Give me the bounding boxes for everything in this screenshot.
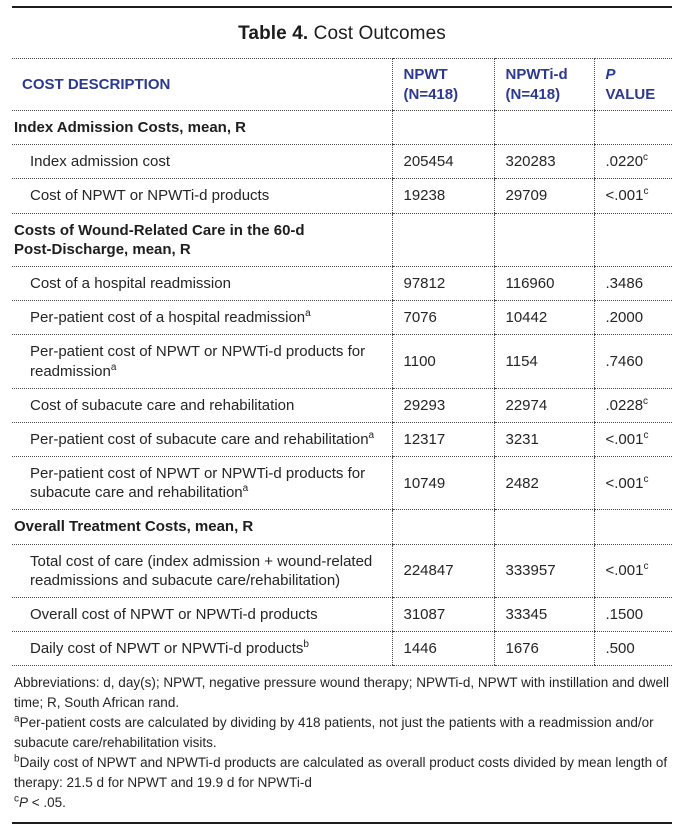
col-header-p-value: [594, 59, 672, 111]
row-label: Daily cost of NPWT or NPWTi-d products$^b$: [12, 632, 392, 666]
footnote-b: $^b$Daily cost of NPWT and NPWTi-d products are calculated as overall product costs divided by mean length of therapy: 21.5 d for NPWT and 19.9 d for NPWTi-d: [14, 753, 668, 791]
row-label: Per-patient cost of subacute care and rehabilitation$^a$: [12, 422, 392, 456]
npwtid-value: 320283: [494, 145, 594, 179]
p-value: .1500: [594, 598, 672, 632]
npwt-value: 1100: [392, 335, 494, 388]
table-row: [12, 544, 672, 597]
p-value: [594, 213, 672, 266]
section-row: [12, 510, 672, 544]
col-header-npwtid: [494, 59, 594, 111]
npwtid-value: 1154: [494, 335, 594, 388]
npwtid-value: 3231: [494, 422, 594, 456]
row-label: Per-patient cost of a hospital readmission$^a$: [12, 301, 392, 335]
table-title: [12, 8, 672, 58]
table-row: [12, 388, 672, 422]
row-label: Overall cost of NPWT or NPWTi-d products: [12, 598, 392, 632]
npwt-value: 97812: [392, 266, 494, 300]
npwt-header-line1: NPWT: [403, 66, 448, 83]
p-value: .3486: [594, 266, 672, 300]
npwt-value: 10749: [392, 457, 494, 510]
p-value: <.001$^c$: [594, 179, 672, 213]
npwtid-value: 2482: [494, 457, 594, 510]
npwtid-header-line2: (N=418): [505, 85, 561, 103]
p-value: [594, 510, 672, 544]
table-header: [12, 59, 672, 111]
npwtid-header-line1: NPWTi-d: [505, 66, 568, 83]
npwtid-value: 1676: [494, 632, 594, 666]
npwt-value: [392, 510, 494, 544]
npwtid-value: [494, 510, 594, 544]
npwtid-value: 33345: [494, 598, 594, 632]
table-row: [12, 179, 672, 213]
footnotes: [12, 666, 672, 819]
row-label: Costs of Wound-Related Care in the 60-d Post-Discharge, mean, R: [12, 213, 392, 266]
npwtid-value: 10442: [494, 301, 594, 335]
npwt-value: [392, 213, 494, 266]
p-value-rest: VALUE: [605, 85, 656, 103]
section-row: [12, 213, 672, 266]
section-row: [12, 111, 672, 145]
header-row: [12, 59, 672, 111]
p-value: [594, 111, 672, 145]
table-row: [12, 457, 672, 510]
table-row: [12, 598, 672, 632]
p-value: <.001$^c$: [594, 457, 672, 510]
npwt-value: [392, 111, 494, 145]
p-value: .500: [594, 632, 672, 666]
table-row: [12, 632, 672, 666]
npwt-value: 224847: [392, 544, 494, 597]
p-value-italic-p: P: [605, 66, 616, 83]
npwtid-value: 333957: [494, 544, 594, 597]
npwtid-value: [494, 111, 594, 145]
table-row: [12, 266, 672, 300]
table-row: [12, 422, 672, 456]
npwt-value: 29293: [392, 388, 494, 422]
table-row: [12, 145, 672, 179]
npwt-value: 31087: [392, 598, 494, 632]
table-body: [12, 111, 672, 666]
table-number: Table 4.: [238, 23, 309, 44]
npwt-value: 205454: [392, 145, 494, 179]
npwtid-value: 116960: [494, 266, 594, 300]
table-row: [12, 301, 672, 335]
npwt-value: 1446: [392, 632, 494, 666]
row-label: Total cost of care (index admission + wound-related readmissions and subacute care/rehabilitation): [12, 544, 392, 597]
p-value: .0228$^c$: [594, 388, 672, 422]
p-value: <.001$^c$: [594, 544, 672, 597]
p-value: .7460: [594, 335, 672, 388]
row-label: Index Admission Costs, mean, R: [12, 111, 392, 145]
npwt-value: 12317: [392, 422, 494, 456]
row-label: Index admission cost: [12, 145, 392, 179]
footnote-c: $^c$P < .05.: [14, 793, 66, 811]
table-caption: Cost Outcomes: [308, 23, 446, 44]
cost-outcomes-table: [12, 58, 672, 666]
p-value: .2000: [594, 301, 672, 335]
row-label: Per-patient cost of NPWT or NPWTi-d products for subacute care and rehabilitation$^a$: [12, 457, 392, 510]
row-label: Cost of subacute care and rehabilitation: [12, 388, 392, 422]
row-label: Per-patient cost of NPWT or NPWTi-d products for readmission$^a$: [12, 335, 392, 388]
row-label: Cost of a hospital readmission: [12, 266, 392, 300]
npwtid-value: 22974: [494, 388, 594, 422]
npwt-header-line2: (N=418): [403, 85, 459, 103]
npwt-value: 7076: [392, 301, 494, 335]
p-value: <.001$^c$: [594, 422, 672, 456]
footnote-abbreviations: Abbreviations: d, day(s); NPWT, negative pressure wound therapy; NPWTi-d, NPWT with instillation and dwell time; R, South African rand.: [14, 675, 670, 711]
npwtid-value: 29709: [494, 179, 594, 213]
npwtid-value: [494, 213, 594, 266]
footnote-a: $^a$Per-patient costs are calculated by dividing by 418 patients, not just the patients with a readmission and/or subacute care/rehabilitation visits.: [14, 713, 654, 751]
col-header-npwt: [392, 59, 494, 111]
table-row: [12, 335, 672, 388]
row-label: Cost of NPWT or NPWTi-d products: [12, 179, 392, 213]
npwt-value: 19238: [392, 179, 494, 213]
row-label: Overall Treatment Costs, mean, R: [12, 510, 392, 544]
col-header-cost-description: COST DESCRIPTION: [12, 59, 392, 111]
p-value: .0220$^c$: [594, 145, 672, 179]
